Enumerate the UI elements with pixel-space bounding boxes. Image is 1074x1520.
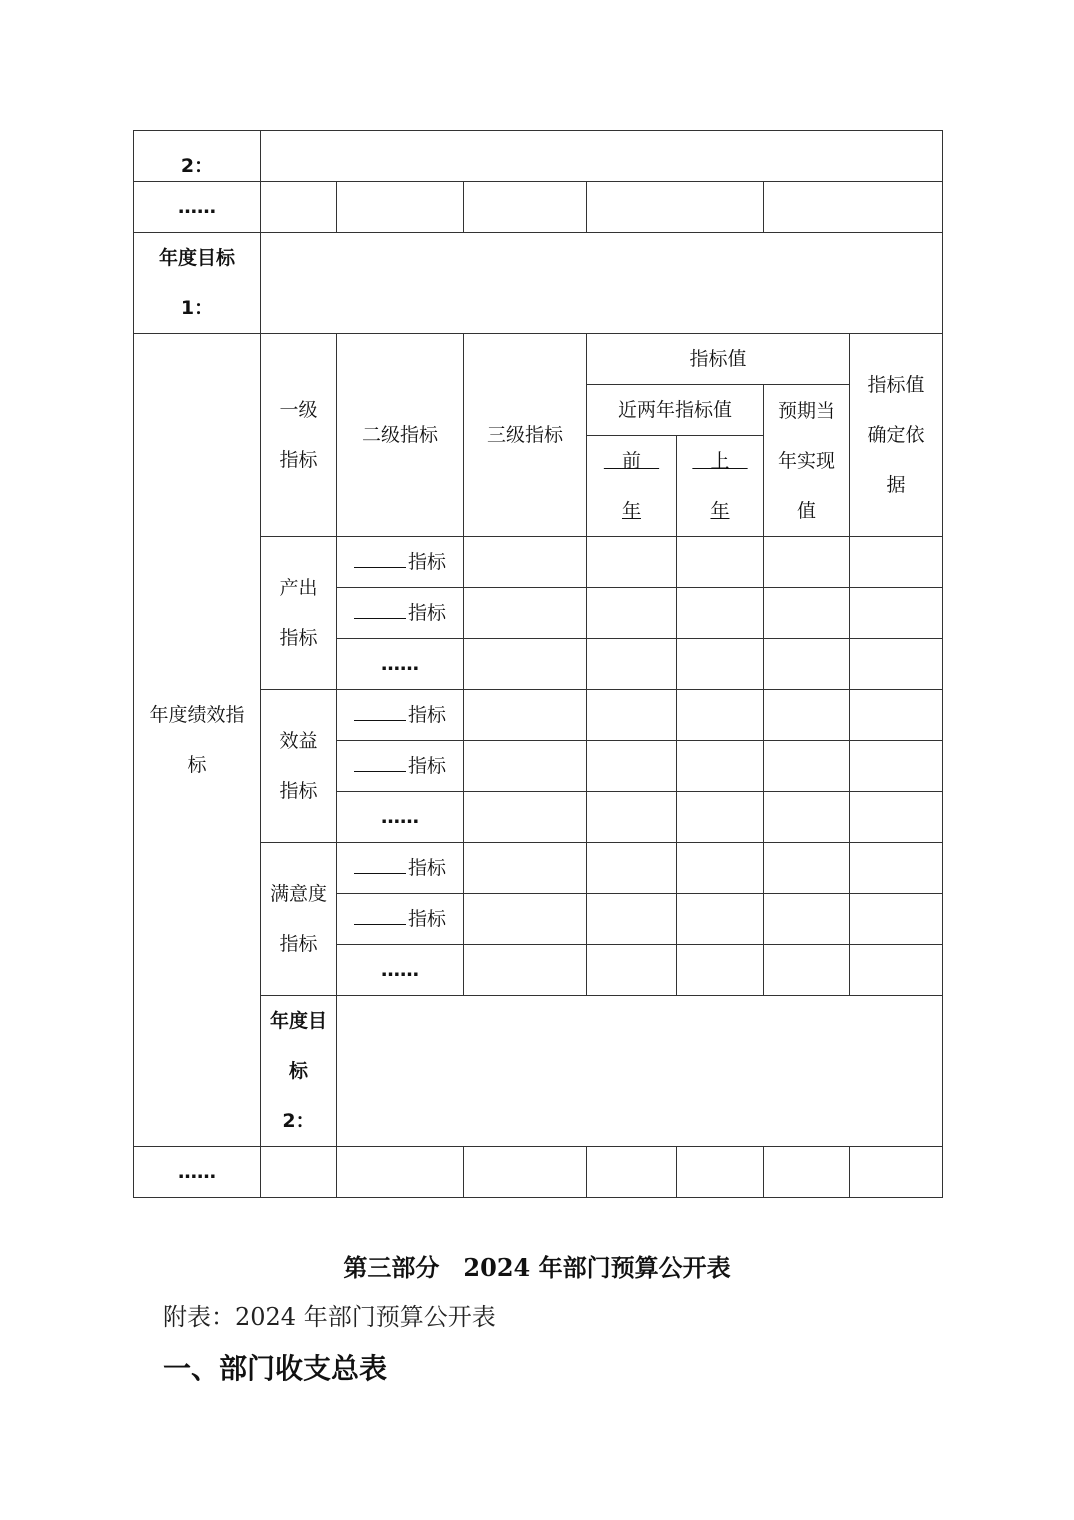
indicator-blank-cell: 指标 bbox=[337, 690, 464, 741]
ellipsis-cell: …… bbox=[134, 182, 261, 233]
level3-header: 三级指标 bbox=[464, 334, 587, 537]
prev-year-header: 前 年 bbox=[587, 436, 677, 537]
indicator-blank-cell: 指标 bbox=[337, 894, 464, 945]
level2-header: 二级指标 bbox=[337, 334, 464, 537]
heading-dept-income-expense: 一、部门收支总表 bbox=[163, 1352, 388, 1385]
performance-table bbox=[133, 130, 943, 1198]
basis-header: 指标值 确定依 据 bbox=[850, 334, 943, 537]
annual-goal-1-label: 年度目标 1： bbox=[134, 233, 261, 334]
benefit-indicator-label: 效益 指标 bbox=[261, 690, 337, 843]
indicator-value-header: 指标值 bbox=[587, 334, 850, 385]
expected-header: 预期当 年实现 值 bbox=[764, 385, 850, 537]
ellipsis-cell: …… bbox=[337, 639, 464, 690]
ellipsis-cell: …… bbox=[134, 1147, 261, 1198]
section-title: 第三部分 2024 年部门预算公开表 bbox=[343, 1253, 731, 1282]
indicator-blank-cell: 指标 bbox=[337, 741, 464, 792]
last-year-header: 上 年 bbox=[677, 436, 764, 537]
output-indicator-label: 产出 指标 bbox=[261, 537, 337, 690]
attachment-caption: 附表：2024 年部门预算公开表 bbox=[163, 1303, 496, 1331]
annual-goal-1-content bbox=[261, 233, 943, 334]
indicator-blank-cell: 指标 bbox=[337, 843, 464, 894]
ellipsis-cell: …… bbox=[337, 792, 464, 843]
annual-goal-2-content bbox=[337, 996, 943, 1147]
goal-number-cell: 2： bbox=[134, 131, 261, 182]
ellipsis-cell: …… bbox=[337, 945, 464, 996]
recent-two-years-header: 近两年指标值 bbox=[587, 385, 764, 436]
indicator-blank-cell: 指标 bbox=[337, 588, 464, 639]
annual-goal-2-label: 年度目标 2： bbox=[261, 996, 337, 1147]
goal-content-cell bbox=[261, 131, 943, 182]
level1-header: 一级 指标 bbox=[261, 334, 337, 537]
indicator-blank-cell: 指标 bbox=[337, 537, 464, 588]
satisfaction-indicator-label: 满意度 指标 bbox=[261, 843, 337, 996]
annual-perf-label: 年度绩效指 标 bbox=[134, 334, 261, 1147]
